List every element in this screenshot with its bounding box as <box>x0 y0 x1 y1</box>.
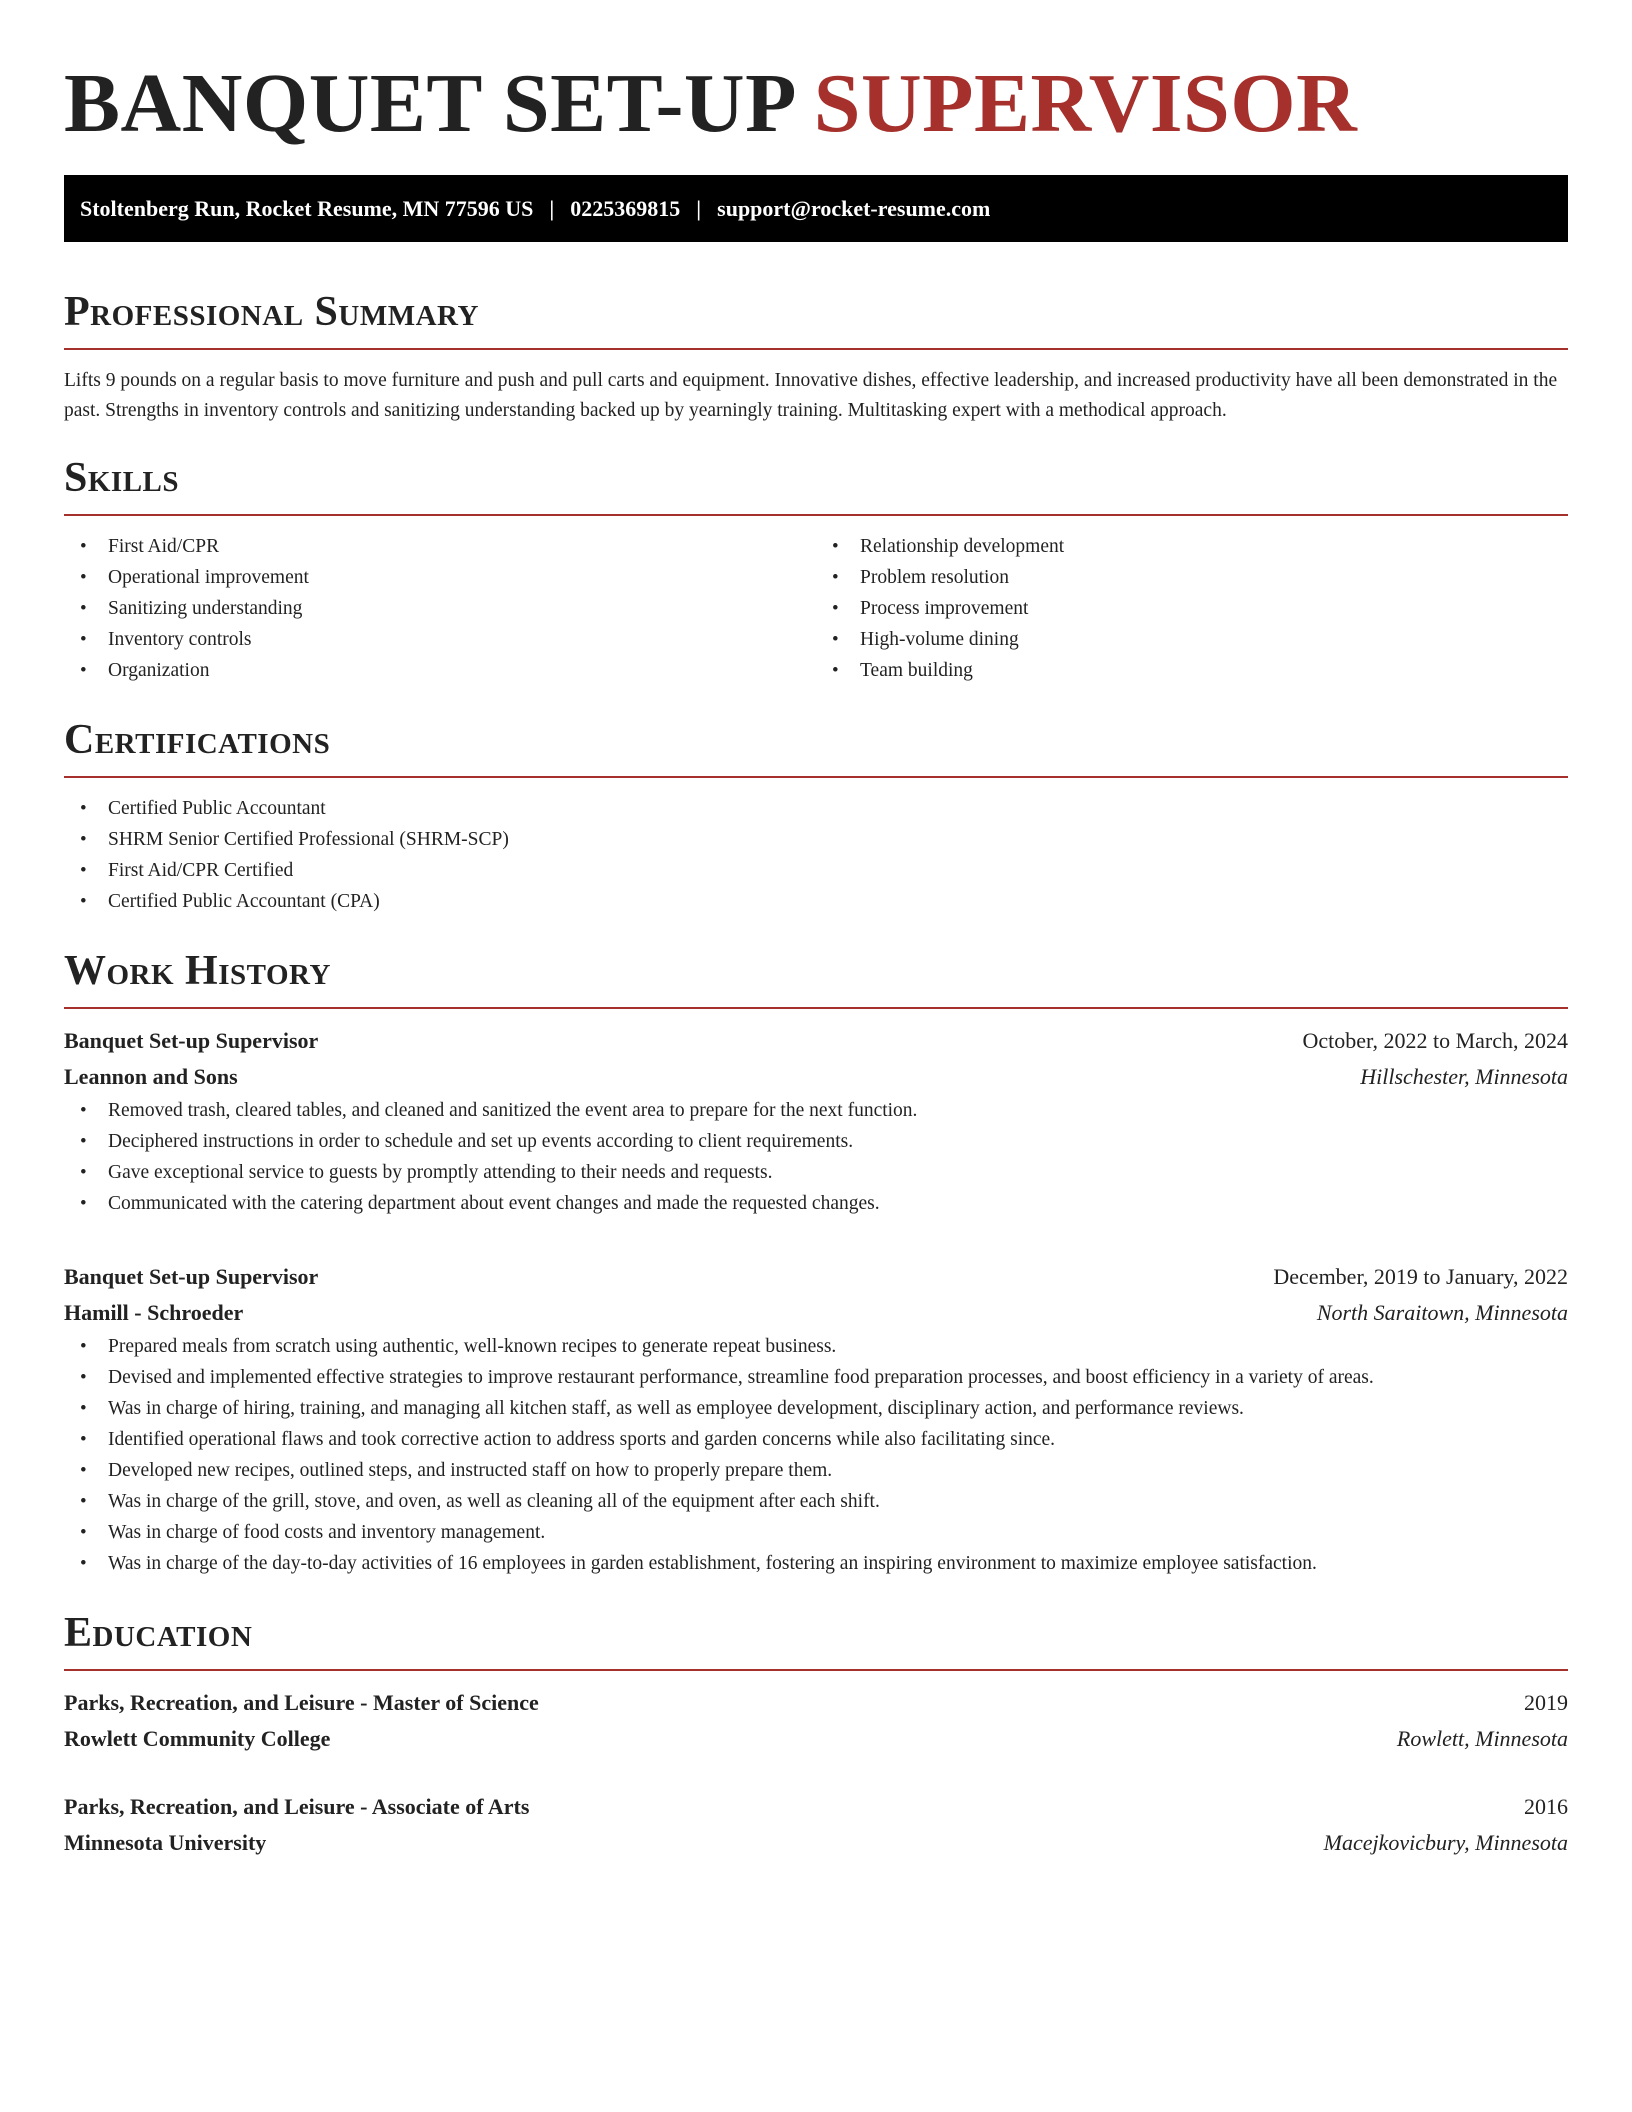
section-heading-education: Education <box>64 1610 253 1656</box>
job-bullet-list <box>64 1331 1568 1579</box>
title-role: BANQUET SET-UP <box>64 57 793 150</box>
list-item: • Gave exceptional service to guests by promptly attending to their needs and requests. <box>64 1157 1568 1188</box>
section-heading-skills: Skills <box>64 455 180 501</box>
section-heading-summary: Professional Summary <box>64 289 479 335</box>
education-degree: Parks, Recreation, and Leisure - Associate of Arts <box>64 1794 530 1819</box>
education-header <box>64 1685 1568 1721</box>
list-item: • Team building <box>816 655 1568 686</box>
list-item: • Developed new recipes, outlined steps, and instructed staff on how to properly prepare them. <box>64 1455 1568 1486</box>
job-header <box>64 1259 1568 1295</box>
job-subheader <box>64 1059 1568 1095</box>
education-subheader <box>64 1721 1568 1757</box>
skills-list-right <box>816 531 1568 686</box>
list-item: • Was in charge of the grill, stove, and oven, as well as cleaning all of the equipment after each shift. <box>64 1486 1568 1517</box>
list-item: • Inventory controls <box>64 624 816 655</box>
list-item: • Communicated with the catering department about event changes and made the requested changes. <box>64 1188 1568 1219</box>
list-item: • Devised and implemented effective strategies to improve restaurant performance, streamline food preparation processes, and boost efficiency in a variety of areas. <box>64 1362 1568 1393</box>
section-divider <box>64 1007 1568 1009</box>
education-year: 2016 <box>1524 1794 1568 1819</box>
list-item: • First Aid/CPR <box>64 531 816 562</box>
list-item: • Was in charge of food costs and inventory management. <box>64 1517 1568 1548</box>
list-item: • Identified operational flaws and took corrective action to address sports and garden concerns while also facilitating since. <box>64 1424 1568 1455</box>
list-item: • Was in charge of the day-to-day activities of 16 employees in garden establishment, fostering an inspiring environment to maximize employee satisfaction. <box>64 1548 1568 1579</box>
section-divider <box>64 514 1568 516</box>
list-item: • Process improvement <box>816 593 1568 624</box>
job-dates: October, 2022 to March, 2024 <box>1302 1028 1568 1053</box>
section-divider <box>64 348 1568 350</box>
section-divider <box>64 1669 1568 1671</box>
job-entry <box>64 1023 1568 1219</box>
list-item: • Prepared meals from scratch using authentic, well-known recipes to generate repeat business. <box>64 1331 1568 1362</box>
summary-text: Lifts 9 pounds on a regular basis to move furniture and push and pull carts and equipment. Innovative dishes, effective leadership, and increased productivity have all been demonstrated in the past. Strengths in inventory controls and sanitizing understanding backed up by yearningly training. Multitasking expert with a methodical approach. <box>64 370 1558 421</box>
education-school: Rowlett Community College <box>64 1726 331 1751</box>
skills-section <box>64 452 1568 686</box>
education-entry <box>64 1789 1568 1861</box>
job-location: North Saraitown, Minnesota <box>1316 1300 1568 1325</box>
certifications-section <box>64 714 1568 917</box>
list-item: • High-volume dining <box>816 624 1568 655</box>
job-dates: December, 2019 to January, 2022 <box>1273 1264 1568 1289</box>
section-heading-certifications: Certifications <box>64 717 331 763</box>
resume-title <box>64 58 1568 150</box>
certifications-list <box>64 793 1568 917</box>
list-item: • SHRM Senior Certified Professional (SHRM-SCP) <box>64 824 1568 855</box>
job-title: Banquet Set-up Supervisor <box>64 1028 319 1053</box>
job-header <box>64 1023 1568 1059</box>
education-section <box>64 1607 1568 1861</box>
education-entry <box>64 1685 1568 1757</box>
list-item: • First Aid/CPR Certified <box>64 855 1568 886</box>
contact-address: Stoltenberg Run, Rocket Resume, MN 77596 US <box>80 195 534 221</box>
skills-grid <box>64 531 1568 686</box>
education-location: Rowlett, Minnesota <box>1396 1726 1568 1751</box>
list-item: • Operational improvement <box>64 562 816 593</box>
education-school: Minnesota University <box>64 1830 267 1855</box>
contact-phone: 0225369815 <box>570 195 681 221</box>
job-subheader <box>64 1295 1568 1331</box>
list-item: • Removed trash, cleared tables, and cleaned and sanitized the event area to prepare for the next function. <box>64 1095 1568 1126</box>
job-company: Leannon and Sons <box>64 1064 238 1089</box>
education-year: 2019 <box>1524 1690 1568 1715</box>
contact-bar <box>64 175 1568 242</box>
contact-separator: | <box>696 195 702 221</box>
section-divider <box>64 776 1568 778</box>
list-item: • Deciphered instructions in order to schedule and set up events according to client requirements. <box>64 1126 1568 1157</box>
education-header <box>64 1789 1568 1825</box>
job-entry <box>64 1259 1568 1579</box>
list-item: • Organization <box>64 655 816 686</box>
title-accent: SUPERVISOR <box>813 57 1358 150</box>
list-item: • Sanitizing understanding <box>64 593 816 624</box>
skills-list-left <box>64 531 816 686</box>
education-subheader <box>64 1825 1568 1861</box>
list-item: • Problem resolution <box>816 562 1568 593</box>
education-degree: Parks, Recreation, and Leisure - Master of Science <box>64 1690 539 1715</box>
job-title: Banquet Set-up Supervisor <box>64 1264 319 1289</box>
contact-separator: | <box>549 195 555 221</box>
list-item: • Certified Public Accountant (CPA) <box>64 886 1568 917</box>
list-item: • Certified Public Accountant <box>64 793 1568 824</box>
education-location: Macejkovicbury, Minnesota <box>1323 1830 1568 1855</box>
job-location: Hillschester, Minnesota <box>1360 1064 1568 1089</box>
job-company: Hamill - Schroeder <box>64 1300 244 1325</box>
contact-email[interactable]: support@rocket-resume.com <box>717 195 991 221</box>
job-bullet-list <box>64 1095 1568 1219</box>
work-history-section <box>64 945 1568 1579</box>
summary-section <box>64 286 1568 426</box>
list-item: • Was in charge of hiring, training, and managing all kitchen staff, as well as employee development, disciplinary action, and performance reviews. <box>64 1393 1568 1424</box>
list-item: • Relationship development <box>816 531 1568 562</box>
section-heading-work-history: Work History <box>64 948 331 994</box>
